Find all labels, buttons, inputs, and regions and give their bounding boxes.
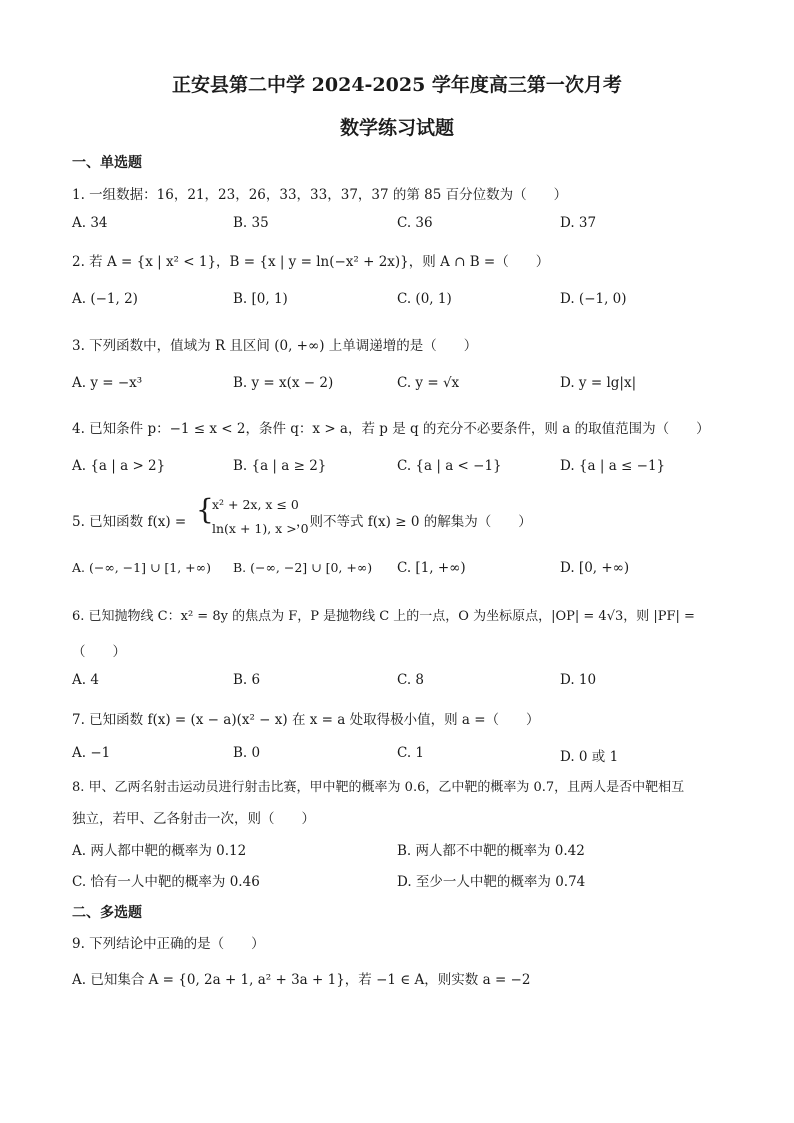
question-4-option-a: A. {a | a > 2} — [72, 458, 166, 474]
section-heading-single: 一、单选题 — [72, 155, 142, 171]
question-3-option-b: B. y = x(x − 2) — [233, 375, 334, 391]
question-6-option-c: C. 8 — [397, 672, 425, 688]
question-1-option-d: D. 37 — [560, 215, 597, 231]
question-2-option-c: C. (0, 1) — [397, 291, 452, 307]
question-1-option-a: A. 34 — [72, 215, 108, 231]
question-5-brace: { — [196, 493, 214, 526]
question-4-stem: 4. 已知条件 p：−1 ≤ x < 2，条件 q：x > a，若 p 是 q 的充分不必要条件，则 a 的取值范围为（ ） — [72, 421, 710, 437]
question-6-stem: 6. 已知抛物线 C：x² = 8y 的焦点为 F，P 是抛物线 C 上的一点，O 为坐标原点，|OP| = 4√3，则 |PF| = — [72, 609, 695, 624]
question-5-option-c: C. [1, +∞) — [397, 560, 466, 576]
question-1-option-c: C. 36 — [397, 215, 433, 231]
question-5-option-a: A. (−∞, −1] ∪ [1, +∞) — [72, 560, 211, 575]
question-9-option-a: A. 已知集合 A = {0, 2a + 1, a² + 3a + 1}，若 −1 ∈ A，则实数 a = −2 — [72, 972, 531, 988]
question-7-option-d: D. 0 或 1 — [560, 749, 619, 765]
question-9-stem: 9. 下列结论中正确的是（ ） — [72, 936, 265, 952]
question-4-option-c: C. {a | a < −1} — [397, 458, 502, 474]
question-5-option-d: D. [0, +∞) — [560, 560, 630, 576]
page-title: 正安县第二中学 2024-2025 学年度高三第一次月考 — [172, 74, 622, 96]
question-3-stem: 3. 下列函数中，值域为 R 且区间 (0, +∞) 上单调递增的是（ ） — [72, 338, 478, 354]
question-2-option-a: A. (−1, 2) — [72, 291, 138, 307]
question-2-option-b: B. [0, 1) — [233, 291, 288, 307]
question-3-option-c: C. y = √x — [397, 375, 460, 391]
question-2-stem: 2. 若 A = {x | x² < 1}，B = {x | y = ln(−x² + 2x)}，则 A ∩ B =（ ） — [72, 254, 550, 270]
question-7-option-c: C. 1 — [397, 745, 425, 761]
question-5-case-2: ln(x + 1), x > 0 — [212, 521, 309, 536]
question-8-option-a: A. 两人都中靶的概率为 0.12 — [72, 843, 247, 859]
section-heading-multi: 二、多选题 — [72, 905, 142, 921]
question-5-option-b: B. (−∞, −2] ∪ [0, +∞) — [233, 560, 373, 575]
question-5-case-1: x² + 2x, x ≤ 0 — [212, 497, 299, 512]
question-8-option-c: C. 恰有一人中靶的概率为 0.46 — [72, 874, 260, 890]
page-subtitle: 数学练习试题 — [339, 117, 454, 139]
question-6-option-a: A. 4 — [72, 672, 99, 688]
question-3-option-d: D. y = lg|x| — [560, 375, 637, 391]
question-4-option-d: D. {a | a ≤ −1} — [560, 458, 666, 474]
question-1-option-b: B. 35 — [233, 215, 269, 231]
question-6-stem-cont: （ ） — [72, 644, 126, 660]
question-8-stem-cont: 独立，若甲、乙各射击一次，则（ ） — [72, 811, 315, 827]
question-7-option-a: A. −1 — [72, 745, 111, 761]
question-8-stem: 8. 甲、乙两名射击运动员进行射击比赛，甲中靶的概率为 0.6，乙中靶的概率为 0.7，且两人是否中靶相互 — [72, 780, 685, 795]
question-6-option-d: D. 10 — [560, 672, 597, 688]
question-4-option-b: B. {a | a ≥ 2} — [233, 458, 327, 474]
question-1-stem: 1. 一组数据：16，21，23，26，33，33，37，37 的第 85 百分位数为（ ） — [72, 187, 568, 203]
question-5-stem-suffix: ，则不等式 f(x) ≥ 0 的解集为（ ） — [296, 514, 532, 530]
question-2-option-d: D. (−1, 0) — [560, 291, 627, 307]
question-6-option-b: B. 6 — [233, 672, 261, 688]
question-7-option-b: B. 0 — [233, 745, 261, 761]
question-3-option-a: A. y = −x³ — [72, 375, 143, 391]
question-5-stem-prefix: 5. 已知函数 f(x) = — [72, 514, 187, 530]
question-8-option-d: D. 至少一人中靶的概率为 0.74 — [397, 874, 586, 890]
question-7-stem: 7. 已知函数 f(x) = (x − a)(x² − x) 在 x = a 处取得极小值，则 a =（ ） — [72, 712, 540, 728]
question-8-option-b: B. 两人都不中靶的概率为 0.42 — [397, 843, 585, 859]
